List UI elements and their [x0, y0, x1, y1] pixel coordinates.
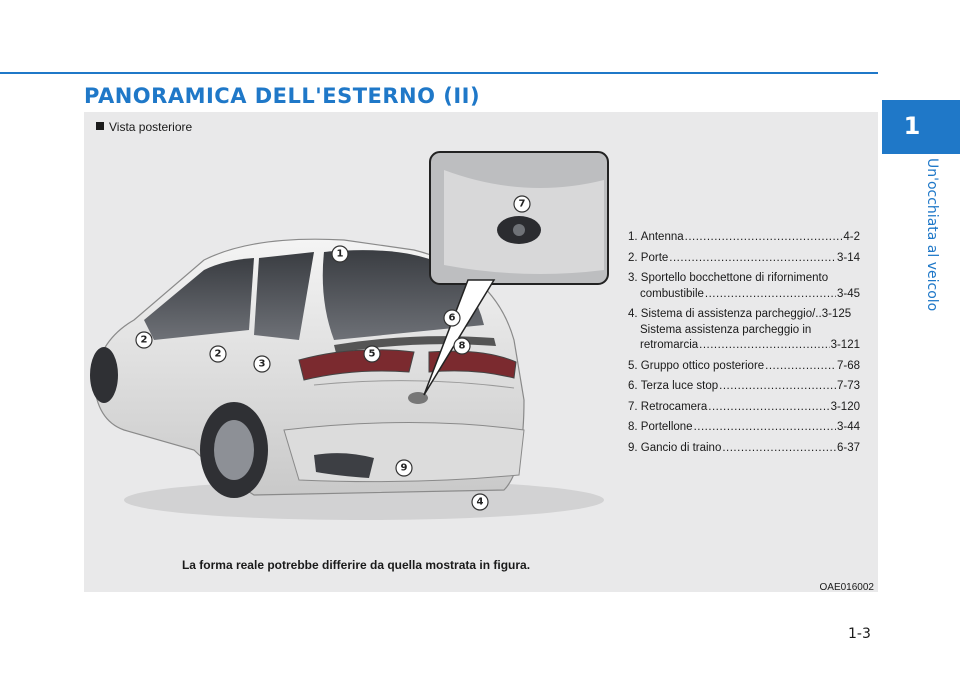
car-rear-illustration	[84, 140, 624, 550]
list-item: 2. Porte ..... 3-14	[628, 251, 860, 267]
list-item: 3. Sportello bocchettone di rifornimento combustibile ..... 3-45	[628, 271, 860, 302]
list-item: 5. Gruppo ottico posteriore ..... 7-68	[628, 359, 860, 375]
figure-panel	[84, 112, 878, 592]
callout-3	[254, 356, 270, 372]
svg-text:5: 5	[368, 348, 376, 360]
svg-text:7: 7	[518, 198, 526, 210]
page-number: 1-3	[848, 626, 871, 642]
chapter-number: 1	[903, 112, 921, 140]
svg-text:2: 2	[140, 334, 148, 346]
svg-text:3: 3	[258, 358, 266, 370]
rear-wheel-rim	[214, 420, 254, 480]
list-item: 4. Sistema di assistenza parcheggio/..3-125 Sistema assistenza parcheggio in retromarcia ..... 3-121	[628, 307, 860, 354]
list-item: 6. Terza luce stop ..... 7-73	[628, 379, 860, 395]
callout-7	[514, 196, 530, 212]
callout-6	[444, 310, 460, 326]
page-title: PANORAMICA DELL'ESTERNO (II)	[84, 84, 481, 108]
chapter-tab[interactable]	[882, 100, 960, 154]
camera-lens-icon	[513, 224, 525, 236]
svg-text:8: 8	[458, 340, 466, 352]
svg-text:6: 6	[448, 312, 456, 324]
list-item: 8. Portellone ..... 3-44	[628, 420, 860, 436]
front-wheel	[90, 347, 118, 403]
callout-2	[136, 332, 152, 348]
list-item: 1. Antenna ..... 4-2	[628, 230, 860, 246]
svg-text:1: 1	[336, 248, 344, 260]
svg-text:9: 9	[400, 462, 408, 474]
section-label: Vista posteriore	[96, 120, 192, 134]
callout-4	[472, 494, 488, 510]
chapter-label: Un'occhiata al veicolo	[924, 158, 940, 312]
list-item: 9. Gancio di traino ..... 6-37	[628, 441, 860, 457]
callout-1	[332, 246, 348, 262]
callout-2b	[210, 346, 226, 362]
square-bullet-icon	[96, 122, 104, 130]
callout-5	[364, 346, 380, 362]
svg-text:4: 4	[476, 496, 484, 508]
callout-8	[454, 338, 470, 354]
svg-text:2: 2	[214, 348, 222, 360]
callout-9	[396, 460, 412, 476]
header-rule	[0, 72, 878, 74]
parts-list	[628, 230, 860, 461]
figure-caption: La forma reale potrebbe differire da quella mostrata in figura.	[181, 558, 531, 572]
list-item: 7. Retrocamera ..... 3-120	[628, 400, 860, 416]
image-code: OAE016002	[819, 582, 874, 593]
